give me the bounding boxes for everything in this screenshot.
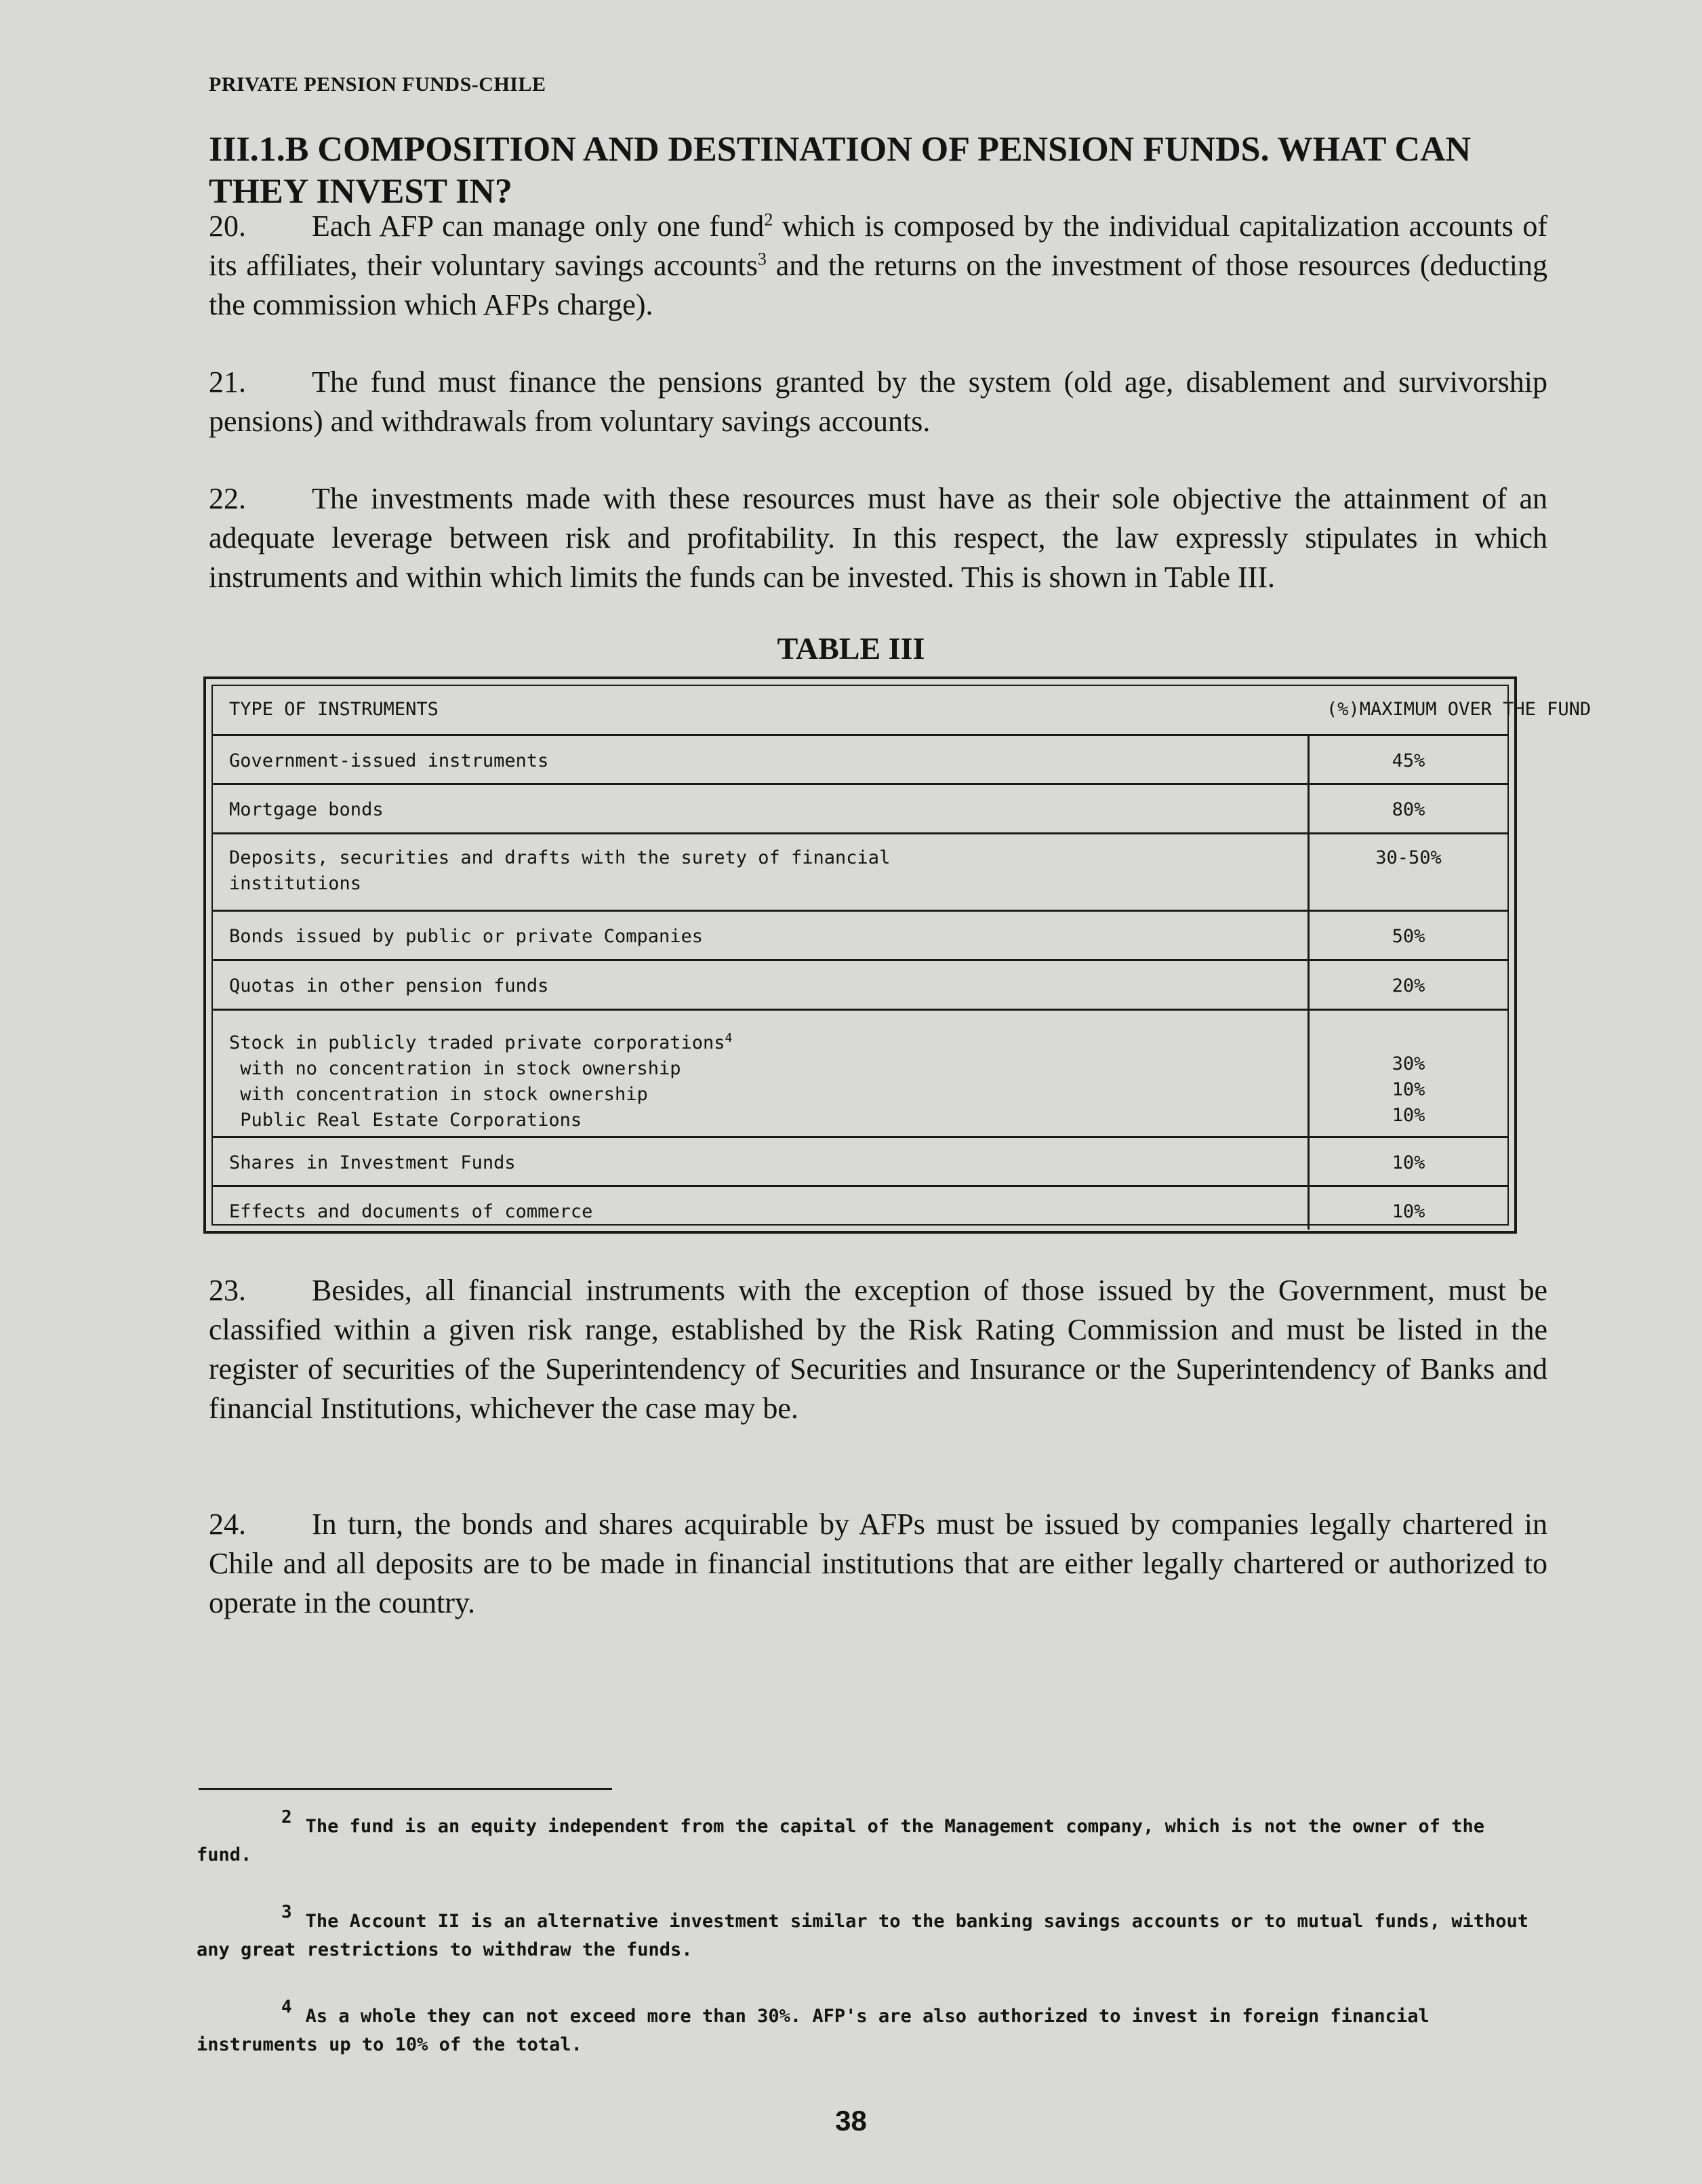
maximum-percent: 10% (1392, 1201, 1425, 1222)
footnote-text: The fund is an equity independent from the capital of the Management company, which is not the owner of the fund. (197, 1816, 1484, 1865)
maximum-percent: 30% (1392, 1053, 1425, 1074)
instrument-type: Government-issued instruments (229, 750, 549, 771)
paragraph-text: Besides, all financial instruments with the exception of those issued by the Government, must be classified within a given risk range, established by the Risk Rating Commission and must be listed in the register of securities of the Superintendency of Securities and Insurance or the Superintendency of Banks and financial Institutions, whichever the case may be. (209, 1274, 1547, 1425)
paragraph-text: Each AFP can manage only one fund (312, 209, 765, 243)
footnote-mark: 4 (281, 1997, 292, 2017)
footnote-divider (199, 1788, 612, 1790)
maximum-percent: 30-50% (1375, 847, 1442, 868)
footnote-text: The Account II is an alternative investment similar to the banking savings accounts or to mutual funds, without any great restrictions to withdraw the funds. (197, 1911, 1529, 1960)
paragraph-text: which is composed by the individual capitalization accounts of its affiliates, their voluntary savings accounts (209, 209, 1548, 282)
table-row (213, 785, 1507, 834)
instrument-subtype: with no concentration in stock ownership (229, 1058, 681, 1079)
column-header-maximum: (%)MAXIMUM OVER THE FUND (1326, 699, 1592, 720)
footnote-4 (197, 1993, 1545, 2059)
table-row (213, 1187, 1507, 1230)
column-header-type: TYPE OF INSTRUMENTS (229, 699, 439, 720)
instrument-type-cont: institutions (229, 873, 362, 894)
maximum-percent: 10% (1392, 1152, 1425, 1173)
page-number: 38 (835, 2105, 867, 2137)
instrument-type: Bonds issued by public or private Companies (229, 926, 703, 947)
maximum-percent: 10% (1392, 1079, 1425, 1100)
maximum-percent: 50% (1392, 926, 1425, 947)
table-row (213, 736, 1507, 785)
instrument-type: Mortgage bonds (229, 799, 384, 820)
maximum-percent: 20% (1392, 975, 1425, 996)
paragraph-text: The fund must finance the pensions granted by the system (old age, disablement and survivorship pensions) and withdrawals from voluntary savings accounts. (209, 365, 1547, 438)
table-row (213, 1138, 1507, 1187)
paragraph-24 (209, 1505, 1547, 1623)
maximum-percent: 10% (1392, 1105, 1425, 1126)
footnote-text: As a whole they can not exceed more than 30%. AFP's are also authorized to invest in foreign financial instruments up to 10% of the total. (197, 2006, 1430, 2055)
instrument-type: Stock in publicly traded private corporations (229, 1032, 725, 1053)
footnote-3 (197, 1898, 1545, 1964)
instrument-subtype: with concentration in stock ownership (229, 1084, 648, 1105)
paragraph-20 (209, 207, 1547, 325)
maximum-percent: 80% (1392, 799, 1425, 820)
paragraph-number: 23. (209, 1274, 246, 1307)
table-row (213, 1011, 1507, 1138)
section-title: III.1.B COMPOSITION AND DESTINATION OF PENSION FUNDS. WHAT CAN THEY INVEST IN? (209, 130, 1472, 211)
footnote-ref[interactable]: 4 (725, 1031, 733, 1045)
footnote-mark: 3 (281, 1902, 292, 1922)
table-title: TABLE III (777, 631, 925, 666)
instrument-type: Quotas in other pension funds (229, 975, 549, 996)
footnote-ref[interactable]: 3 (757, 249, 767, 269)
instrument-type: Deposits, securities and drafts with the surety of financial (229, 847, 891, 868)
table-row (213, 961, 1507, 1011)
paragraph-text: The investments made with these resources must have as their sole objective the attainment of an adequate leverage between risk and profitability. In this respect, the law expressly stipulates in which instruments and within which limits the funds can be invested. This is shown in Table III. (209, 482, 1547, 594)
paragraph-22 (209, 479, 1547, 597)
instrument-subtype: Public Real Estate Corporations (229, 1110, 582, 1131)
footnote-ref[interactable]: 2 (764, 209, 773, 230)
instrument-type: Shares in Investment Funds (229, 1152, 516, 1173)
paragraph-23 (209, 1271, 1547, 1428)
footnote-mark: 2 (281, 1807, 292, 1827)
footnote-2 (197, 1803, 1545, 1869)
maximum-percent: 45% (1392, 750, 1425, 771)
paragraph-number: 24. (209, 1508, 246, 1541)
paragraph-number: 22. (209, 482, 246, 515)
paragraph-number: 20. (209, 209, 246, 243)
table-header-row (213, 686, 1592, 736)
table-row (213, 834, 1507, 912)
paragraph-text: and the returns on the investment of those resources (deducting the commission which AFPs charge). (209, 249, 1547, 321)
paragraph-21 (209, 363, 1547, 441)
table-row (213, 912, 1507, 961)
instrument-type: Effects and documents of commerce (229, 1201, 593, 1222)
running-header: PRIVATE PENSION FUNDS-CHILE (209, 73, 546, 96)
paragraph-text: In turn, the bonds and shares acquirable by AFPs must be issued by companies legally chartered in Chile and all deposits are to be made in financial institutions that are either legally chartered or authorized to operate in the country. (209, 1508, 1547, 1619)
investment-limits-table (203, 676, 1592, 1234)
paragraph-number: 21. (209, 365, 246, 399)
